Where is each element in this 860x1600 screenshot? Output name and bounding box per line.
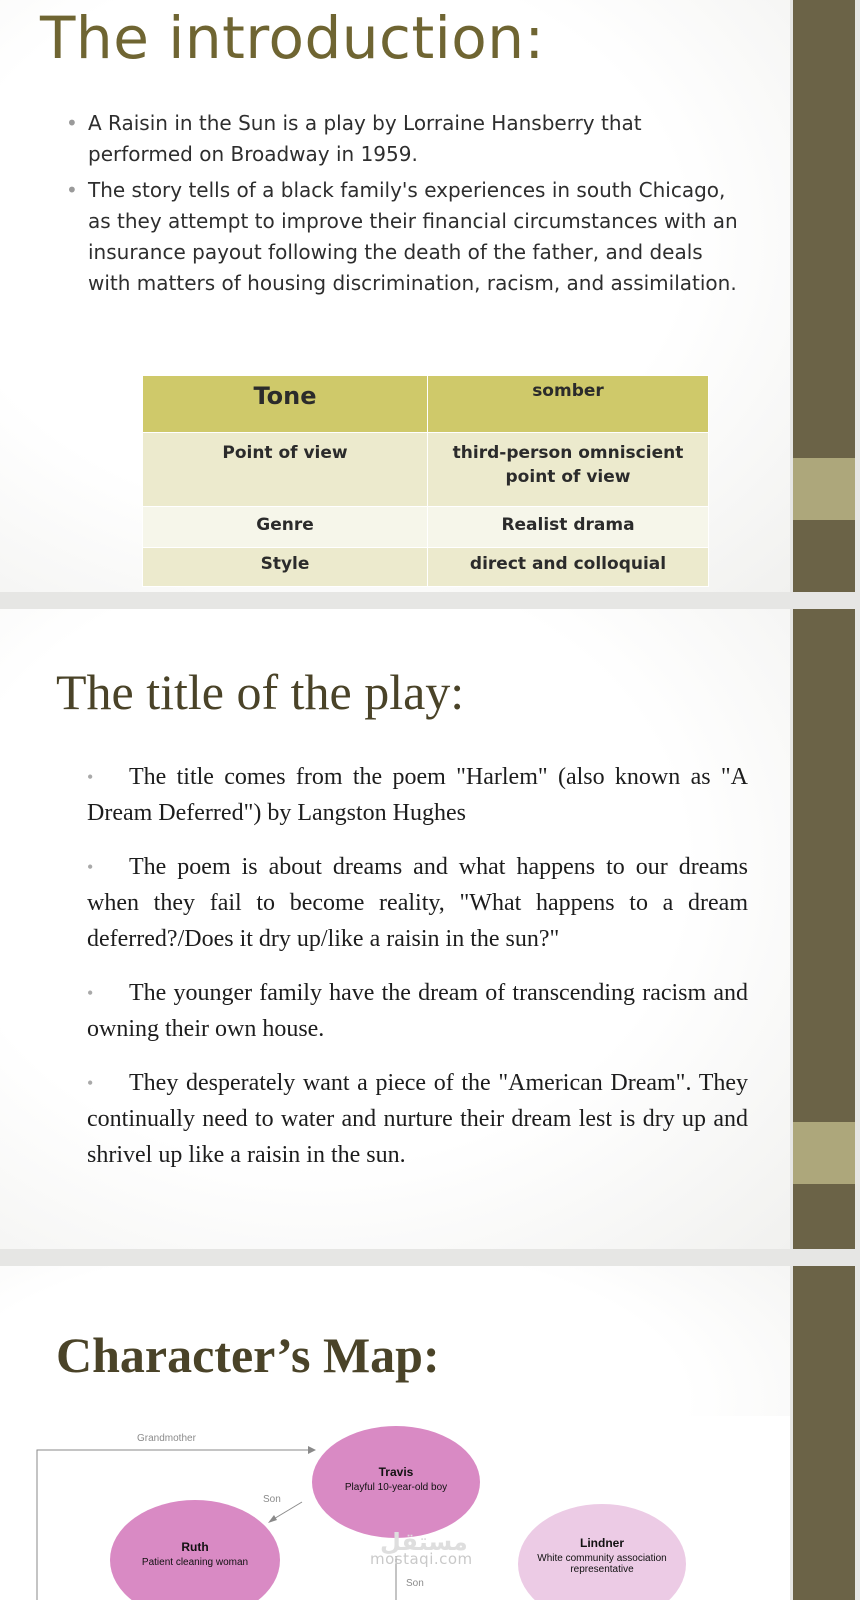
slide-character-map <box>0 1266 860 1600</box>
list-item <box>66 108 746 170</box>
character-description: Playful 10-year-old boy <box>344 1482 448 1493</box>
table-row <box>143 548 709 587</box>
watermark-text: mostaqi.com <box>370 1550 473 1568</box>
list-item <box>87 849 748 957</box>
character-name: Lindner <box>580 1536 624 1550</box>
bullet-text: A Raisin in the Sun is a play by Lorraine Hansberry that performed on Broadway in 1959. <box>88 111 642 166</box>
slide-sidebar-accent <box>793 458 855 520</box>
slide-title: The title of the play: <box>56 664 465 720</box>
paragraph-text: The poem is about dreams and what happens to our dreams when they fail to become reality, "What happens to a dream deferred?/Does it dry up/like a raisin in the sun?" <box>87 854 748 952</box>
slide-sidebar <box>793 1266 855 1600</box>
slide-introduction <box>0 0 860 592</box>
paragraph-text: The title comes from the poem "Harlem" (also known as "A Dream Deferred") by Langston Hughes <box>87 764 748 826</box>
bullet-icon: • <box>87 1073 94 1093</box>
list-item <box>87 1065 748 1173</box>
bullet-text: The story tells of a black family's experiences in south Chicago, as they attempt to improve their financial circumstances with an insurance payout following the death of the father, and deals with matters of housing discrimination, racism, and assimilation. <box>88 178 738 295</box>
edge-label-son: Son <box>263 1494 281 1505</box>
paragraph-text: The younger family have the dream of transcending racism and owning their own house. <box>87 980 748 1042</box>
table-row <box>143 376 709 433</box>
table-cell-value: Realist drama <box>428 507 709 548</box>
edge-label-son: Son <box>406 1578 424 1589</box>
table-row <box>143 507 709 548</box>
slide-title: The introduction: <box>40 4 545 72</box>
bullet-icon: • <box>66 111 78 135</box>
character-description: White community association representative <box>537 1553 667 1575</box>
table-cell-value: direct and colloquial <box>428 548 709 587</box>
bullet-icon: • <box>87 767 94 787</box>
paragraph-text: They desperately want a piece of the "American Dream". They continually need to water and nurture their dream lest is dry up and shrivel up like a raisin in the sun. <box>87 1070 748 1168</box>
character-name: Ruth <box>181 1540 209 1554</box>
table-cell-label: Tone <box>143 376 428 433</box>
character-map-diagram <box>0 1416 790 1600</box>
character-node-travis <box>312 1426 480 1538</box>
list-item <box>66 175 746 299</box>
table-cell-label: Point of view <box>143 433 428 507</box>
list-item <box>87 975 748 1047</box>
play-info-table <box>142 375 709 587</box>
table-cell-label: Style <box>143 548 428 587</box>
title-explanation-list <box>87 759 748 1191</box>
table-cell-text: third-person omniscient point of view <box>452 443 684 487</box>
watermark-logo: مستقل <box>380 1528 468 1556</box>
edge-label-grandmother: Grandmother <box>137 1433 196 1444</box>
table-row <box>143 433 709 507</box>
slide-title: Character’s Map: <box>56 1327 440 1383</box>
bullet-icon: • <box>87 983 94 1003</box>
bullet-icon: • <box>66 178 78 202</box>
character-node-lindner <box>518 1504 686 1600</box>
character-node-ruth <box>110 1500 280 1600</box>
slide-title-of-play <box>0 609 860 1249</box>
table-cell-value: somber <box>428 376 709 433</box>
character-name: Travis <box>378 1465 414 1479</box>
table-cell-label: Genre <box>143 507 428 548</box>
intro-bullet-list <box>66 108 746 304</box>
character-description: Patient cleaning woman <box>141 1557 249 1568</box>
table-cell-value <box>428 433 709 507</box>
slide-sidebar-accent <box>793 1122 855 1184</box>
bullet-icon: • <box>87 857 94 877</box>
list-item <box>87 759 748 831</box>
